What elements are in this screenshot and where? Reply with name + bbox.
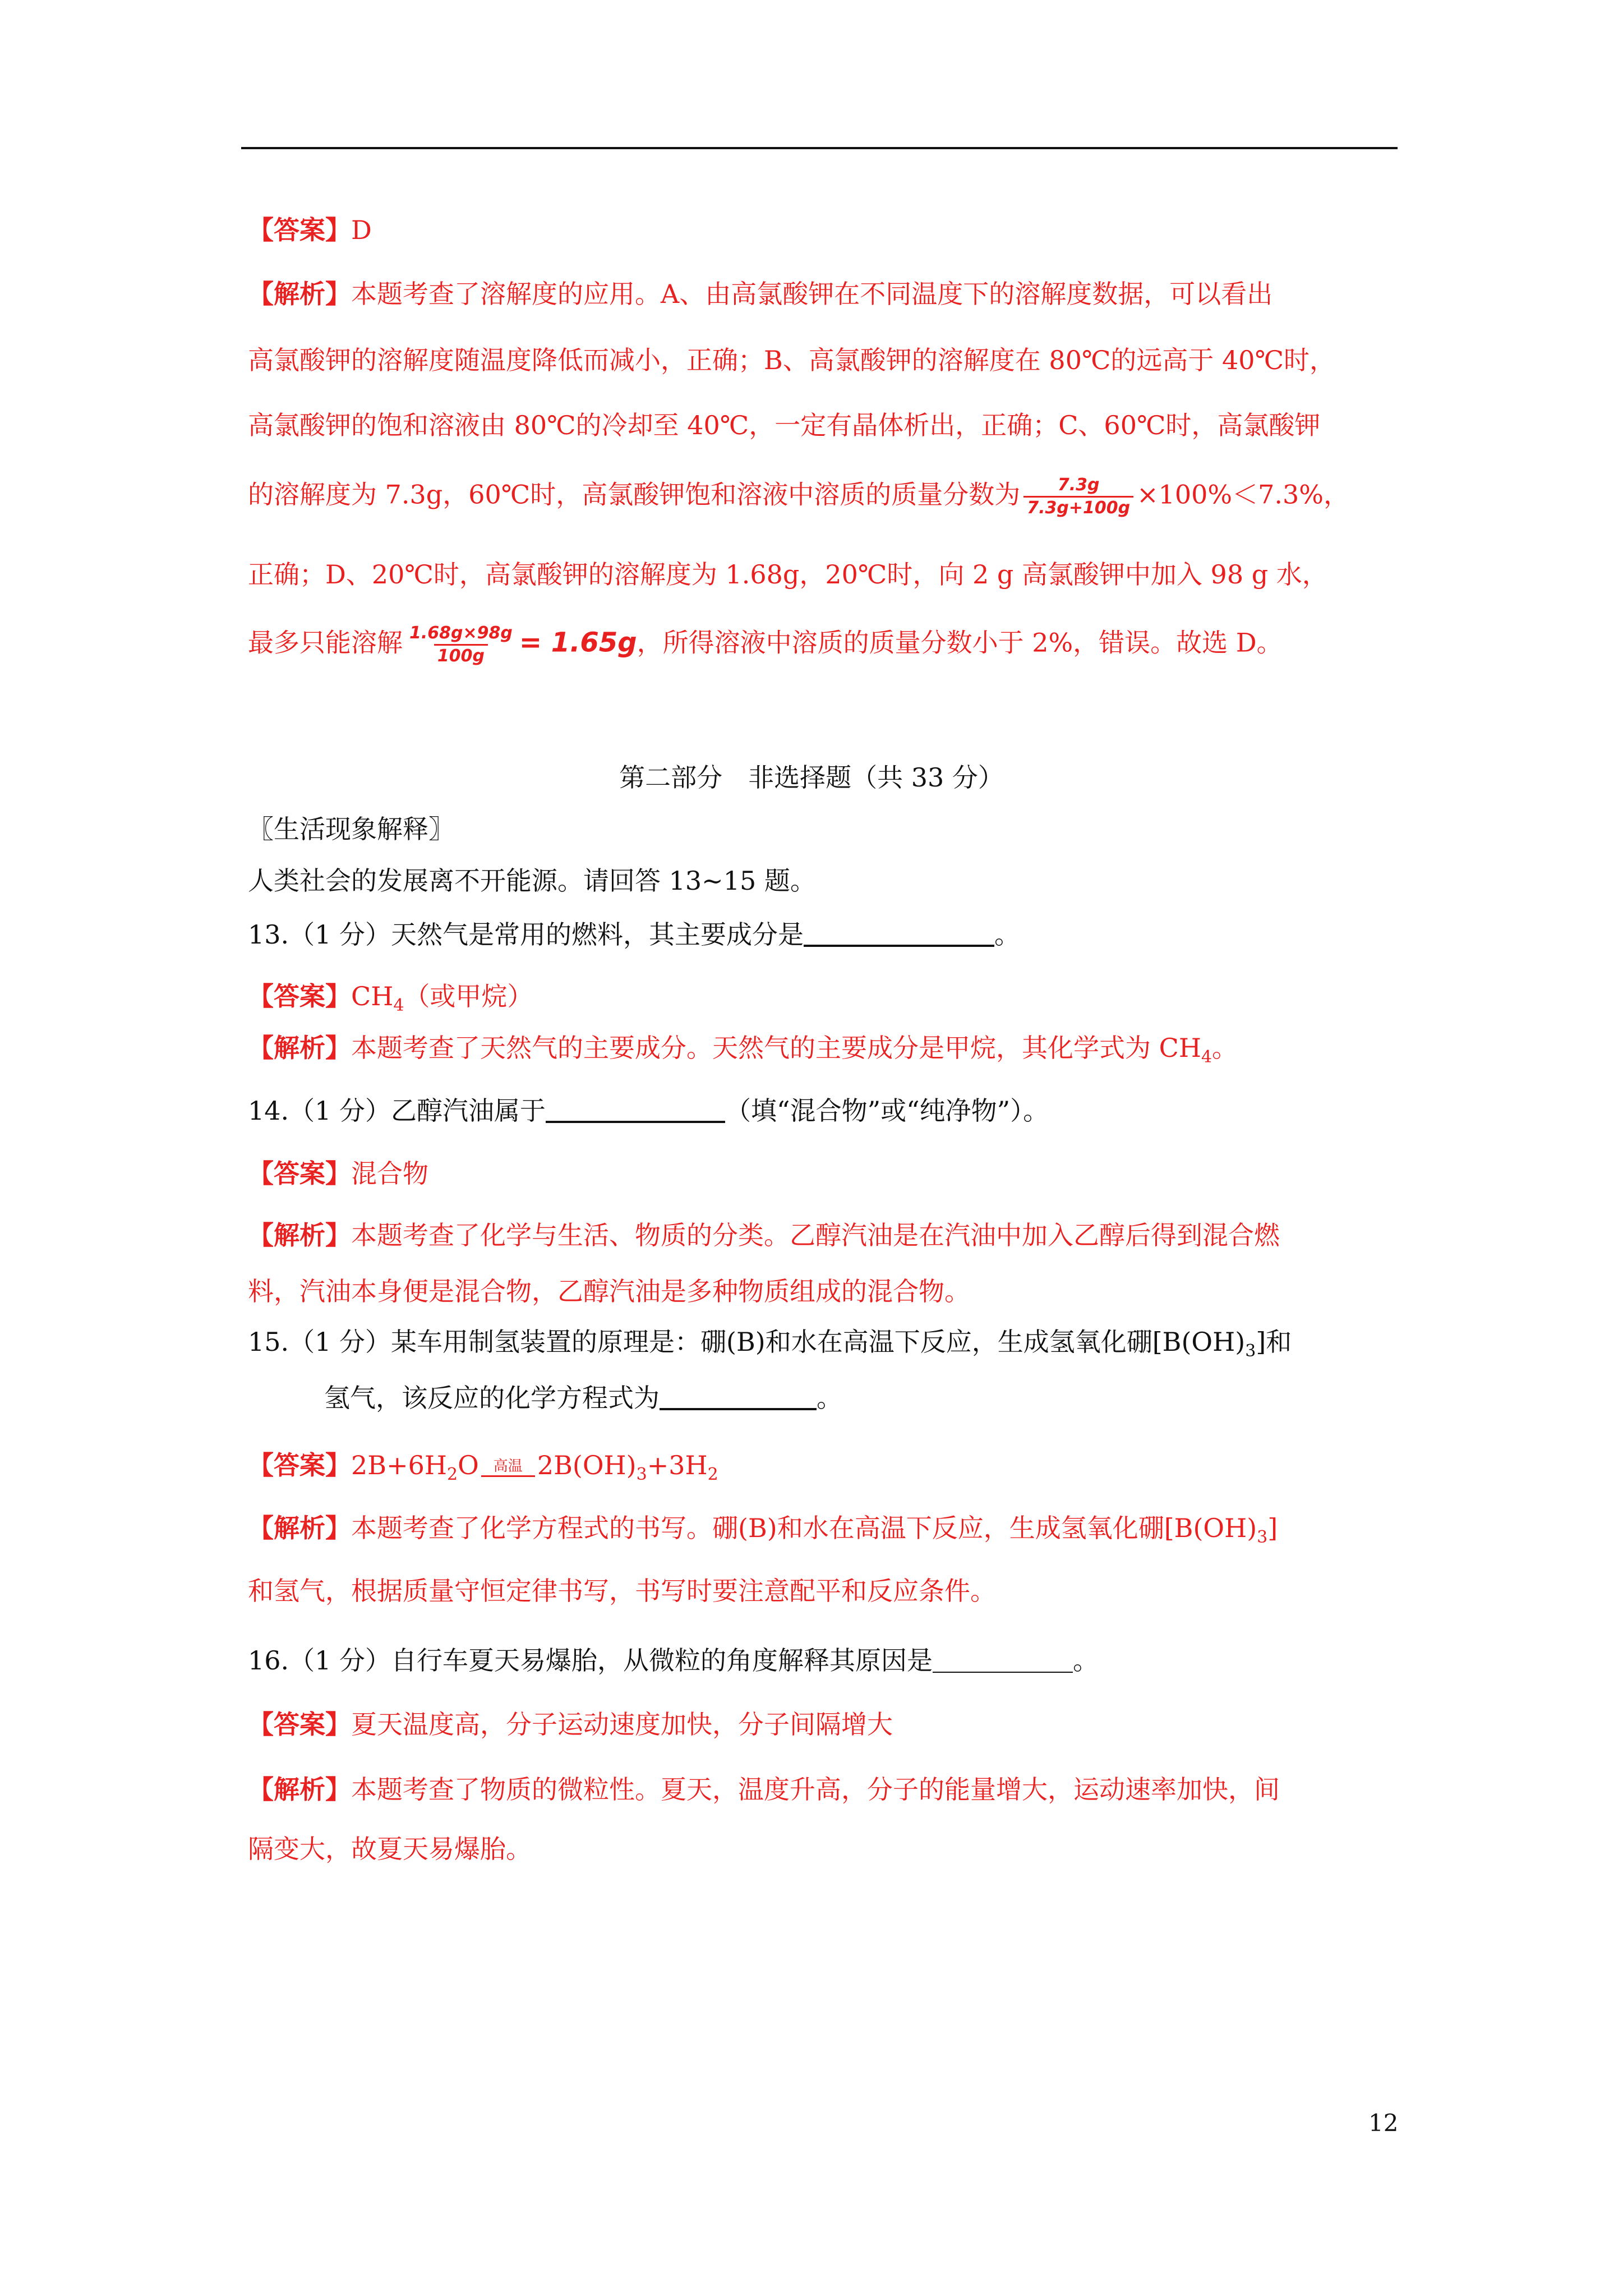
- q15-analysis-line-1: [248, 1511, 1278, 1554]
- analysis-text: 最多只能溶解: [248, 627, 403, 658]
- section-title: 〖生活现象解释〗: [248, 814, 454, 844]
- analysis-text: ]: [1267, 1513, 1278, 1543]
- equation-term: 2B+6H: [351, 1450, 447, 1480]
- q14-answer: [248, 1157, 428, 1190]
- q15-stem-line-1: [248, 1325, 1292, 1368]
- equation-term: +3H: [647, 1450, 708, 1480]
- analysis-tag: 【解析】: [248, 279, 351, 309]
- reaction-condition: [481, 1458, 535, 1477]
- question-text: ]和: [1256, 1327, 1292, 1357]
- q12-analysis-line-4: [248, 475, 1349, 519]
- subscript: 3: [1257, 1527, 1268, 1547]
- answer-value: CH: [351, 981, 394, 1011]
- question-text: 。: [994, 919, 1021, 950]
- subscript: 4: [393, 996, 404, 1015]
- analysis-tag: 【解析】: [248, 1220, 351, 1250]
- fraction-numerator: 7.3g: [1057, 475, 1100, 495]
- analysis-tag: 【解析】: [248, 1513, 351, 1543]
- q12-answer: [248, 213, 372, 247]
- analysis-text: 。: [1212, 1033, 1238, 1063]
- fraction-denominator: 7.3g+100g: [1023, 496, 1133, 519]
- analysis-text: 本题考查了溶解度的应用。A、由高氯酸钾在不同温度下的溶解度数据，可以看出: [351, 279, 1273, 309]
- fraction-numerator: 1.68g×98g: [409, 623, 513, 643]
- answer-value: （或甲烷）: [404, 981, 533, 1011]
- fraction-dissolved-mass: [406, 623, 516, 667]
- answer-blank[interactable]: [933, 1647, 1073, 1673]
- condition-text: 高温: [493, 1458, 523, 1475]
- answer-tag: 【答案】: [248, 1450, 351, 1480]
- analysis-text: 本题考查了化学与生活、物质的分类。乙醇汽油是在汽油中加入乙醇后得到混合燃: [351, 1220, 1280, 1250]
- analysis-tag: 【解析】: [248, 1774, 351, 1805]
- question-text: 14.（1 分）乙醇汽油属于: [248, 1096, 546, 1126]
- equation-term: O: [458, 1450, 479, 1480]
- answer-blank[interactable]: [804, 920, 994, 947]
- q14-analysis-line-1: [248, 1218, 1280, 1252]
- question-text: （填“混合物”或“纯净物”）。: [725, 1096, 1049, 1126]
- question-text: 13.（1 分）天然气是常用的燃料，其主要成分是: [248, 919, 804, 950]
- analysis-text: ×100%＜7.3%，: [1137, 479, 1349, 510]
- analysis-text: ，所得溶液中溶质的质量分数小于 2%，错误。故选 D。: [637, 627, 1283, 658]
- answer-tag: 【答案】: [248, 1158, 351, 1189]
- question-text: 。: [817, 1383, 842, 1413]
- subscript: 3: [1245, 1341, 1256, 1361]
- fraction-mass-percent: [1023, 475, 1133, 519]
- q14-stem: [248, 1094, 1049, 1128]
- equals-bar: [481, 1475, 535, 1477]
- q15-stem-line-2: [324, 1381, 842, 1415]
- section-intro: 人类社会的发展离不开能源。请回答 13~15 题。: [248, 866, 816, 896]
- subscript: 4: [1201, 1047, 1212, 1067]
- q15-answer: [248, 1448, 718, 1492]
- q12-analysis-line-2: 高氯酸钾的溶解度随温度降低而减小，正确；B、高氯酸钾的溶解度在 80℃的远高于 40℃时，: [248, 345, 1336, 375]
- q14-analysis-line-2: 料，汽油本身便是混合物，乙醇汽油是多种物质组成的混合物。: [248, 1276, 970, 1306]
- q16-stem: [248, 1644, 1099, 1677]
- header-rule: [241, 147, 1398, 149]
- q12-analysis-line-1: [248, 277, 1272, 311]
- question-text: 氢气，该反应的化学方程式为: [324, 1383, 660, 1413]
- q12-analysis-line-3: 高氯酸钾的饱和溶液由 80℃的冷却至 40℃，一定有晶体析出，正确；C、60℃时，高氯酸钾: [248, 410, 1321, 440]
- q16-answer: [248, 1708, 893, 1741]
- analysis-text: 本题考查了天然气的主要成分。天然气的主要成分是甲烷，其化学式为 CH: [351, 1033, 1201, 1063]
- analysis-text: 本题考查了物质的微粒性。夏天，温度升高，分子的能量增大，运动速率加快，间: [351, 1774, 1280, 1805]
- answer-value: 混合物: [351, 1158, 428, 1189]
- question-text: 16.（1 分）自行车夏天易爆胎，从微粒的角度解释其原因是: [248, 1645, 933, 1676]
- subscript: 3: [636, 1465, 647, 1484]
- equation-term: 2B(OH): [537, 1450, 637, 1480]
- question-text: 。: [1073, 1645, 1099, 1676]
- part-two-heading: 第二部分 非选择题（共 33 分）: [619, 762, 1004, 793]
- analysis-text: 本题考查了化学方程式的书写。硼(B)和水在高温下反应，生成氢氧化硼[B(OH): [351, 1513, 1257, 1543]
- analysis-text: 的溶解度为 7.3g，60℃时，高氯酸钾饱和溶液中溶质的质量分数为: [248, 479, 1021, 510]
- q16-analysis-line-1: [248, 1773, 1280, 1806]
- subscript: 2: [447, 1465, 458, 1484]
- answer-tag: 【答案】: [248, 1709, 351, 1740]
- q13-stem: [248, 918, 1020, 951]
- fraction-denominator: 100g: [434, 644, 488, 667]
- answer-blank[interactable]: [660, 1383, 817, 1410]
- page-number: 12: [1368, 2109, 1399, 2137]
- fraction-result: = 1.65g: [519, 627, 637, 659]
- q13-answer: [248, 979, 533, 1023]
- answer-value: 夏天温度高，分子运动速度加快，分子间隔增大: [351, 1709, 893, 1740]
- answer-blank[interactable]: [546, 1096, 725, 1123]
- subscript: 2: [707, 1465, 718, 1484]
- question-text: 15.（1 分）某车用制氢装置的原理是：硼(B)和水在高温下反应，生成氢氧化硼[B(OH): [248, 1327, 1246, 1357]
- q13-analysis: [248, 1031, 1238, 1074]
- analysis-tag: 【解析】: [248, 1033, 351, 1063]
- q16-analysis-line-2: 隔变大，故夏天易爆胎。: [248, 1834, 532, 1864]
- q12-analysis-line-5: 正确；D、20℃时，高氯酸钾的溶解度为 1.68g，20℃时，向 2 g 高氯酸钾中加入 98 g 水，: [248, 559, 1328, 590]
- q15-analysis-line-2: 和氢气，根据质量守恒定律书写，书写时要注意配平和反应条件。: [248, 1576, 996, 1606]
- answer-value: D: [351, 215, 372, 245]
- answer-tag: 【答案】: [248, 981, 351, 1011]
- answer-tag: 【答案】: [248, 215, 351, 245]
- q12-analysis-line-6: [248, 623, 1283, 667]
